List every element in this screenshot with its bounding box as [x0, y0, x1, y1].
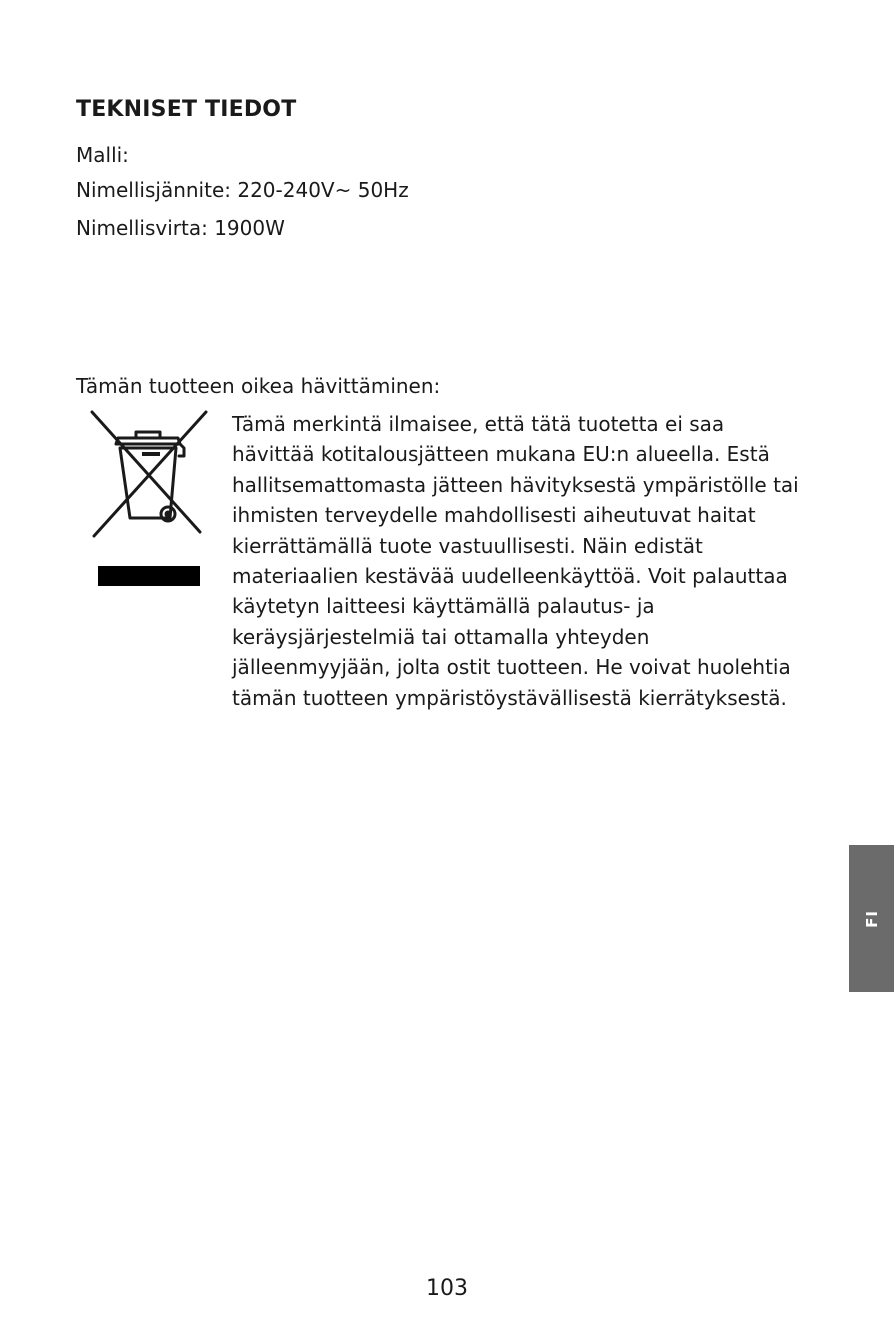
disposal-description: Tämä merkintä ilmaisee, että tätä tuotetta ei saa hävittää kotitalousjätteen mukana EU:n alueella. Estä hallitsemattomasta jätteen hävityksestä ympäristölle tai ihmisten terveydelle mahdollisesti aiheutuvat haitat kierrättämällä tuote vastuullisesti. Näin edistät materiaalien kestävää uudelleenkäyttöä. Voit palauttaa käytetyn laitteesi käyttämällä palautus- ja keräysjärjestelmiä tai ottamalla yhteyden jälleenmyyjään, jolta ostit tuotteen. He voivat huolehtia tämän tuotteen ympäristöystävällisestä kierrätyksestä.	[232, 412, 799, 710]
disposal-title: Tämän tuotteen oikea hävittäminen:	[76, 374, 441, 398]
spec-power: Nimellisvirta: 1900W	[76, 216, 285, 240]
spec-model: Malli:	[76, 143, 129, 167]
section-heading: TEKNISET TIEDOT	[76, 97, 297, 122]
crossed-out-wheelie-bin-icon	[86, 408, 210, 588]
spec-voltage: Nimellisjännite: 220-240V~ 50Hz	[76, 178, 409, 202]
language-tab-label: FI	[862, 909, 881, 928]
page-number: 103	[426, 1276, 468, 1301]
language-tab	[849, 845, 894, 992]
